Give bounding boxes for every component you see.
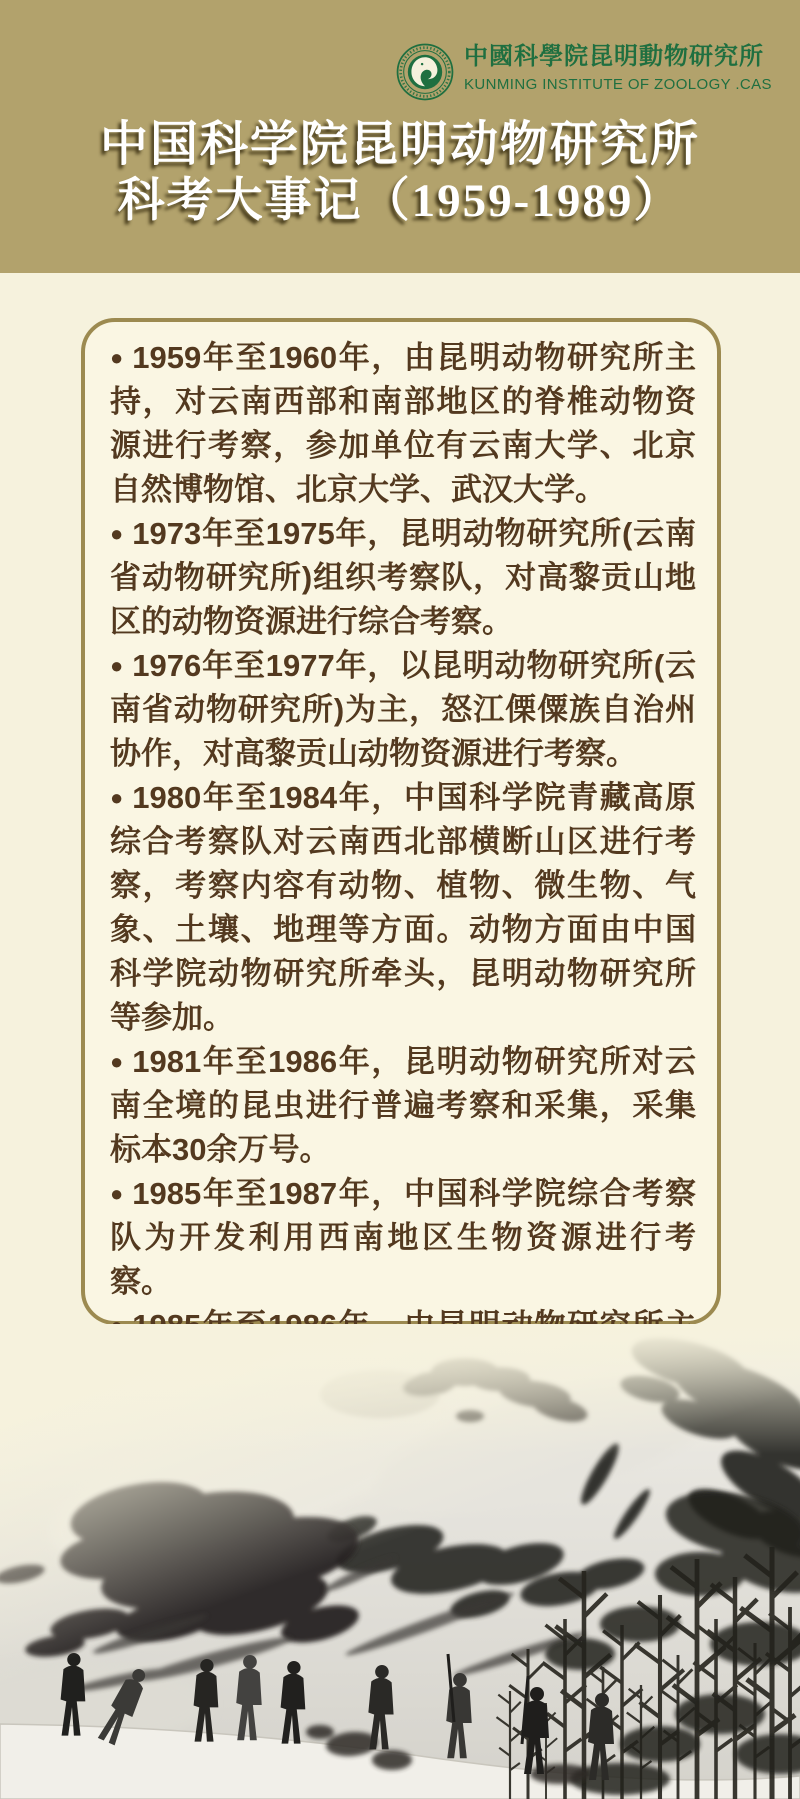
poster-title-line1: 中国科学院昆明动物研究所 <box>99 118 700 171</box>
timeline-entry-text: 1959年至1960年，由昆明动物研究所主持，对云南西部和南部地区的脊椎动物资源进行考察，参加单位有云南大学、北京自然博物馆、北京大学、武汉大学。 <box>110 340 696 507</box>
logo-text <box>464 42 772 94</box>
timeline-entry <box>110 644 696 776</box>
timeline-entry <box>110 1040 696 1172</box>
timeline-entry <box>110 776 696 1040</box>
bullet-icon: ● <box>110 1181 124 1206</box>
timeline-entry-text: 1973年至1975年，昆明动物研究所(云南省动物研究所)组织考察队，对高黎贡山地区的动物资源进行综合考察。 <box>110 516 696 639</box>
bullet-icon: ● <box>110 785 124 810</box>
expedition-photo <box>0 1324 800 1799</box>
header <box>0 0 800 273</box>
poster-title <box>0 118 800 228</box>
institute-seal-icon <box>396 43 454 101</box>
timeline-entry-text: 1980年至1984年，中国科学院青藏高原综合考察队对云南西北部横断山区进行考察，考察内容有动物、植物、微生物、气象、土壤、地理等方面。动物方面由中国科学院动物研究所牵头，昆明动物研究所等参加。 <box>110 780 696 1035</box>
expedition-photo-illustration <box>0 1324 800 1799</box>
photo-fade-top <box>0 1324 800 1454</box>
timeline-entry <box>110 512 696 644</box>
timeline-entry-text: 1985年至1987年，中国科学院综合考察队为开发利用西南地区生物资源进行考察。 <box>110 1176 696 1299</box>
bullet-icon: ● <box>110 1049 124 1074</box>
bullet-icon: ● <box>110 653 124 678</box>
bullet-icon: ● <box>110 345 124 370</box>
institute-logo <box>396 42 772 101</box>
timeline-box <box>81 318 721 1325</box>
poster-title-line2: 科考大事记（1959-1989） <box>117 175 683 227</box>
timeline-entry-text: 1981年至1986年，昆明动物研究所对云南全境的昆虫进行普遍考察和采集，采集标本30余万号。 <box>110 1044 696 1167</box>
timeline-entry <box>110 1172 696 1304</box>
timeline-entry-text: 1976年至1977年，以昆明动物研究所(云南省动物研究所)为主，怒江傈僳族自治州协作，对高黎贡山动物资源进行考察。 <box>110 648 696 771</box>
timeline-section <box>0 273 800 1324</box>
logo-chinese-calligraphy: 中國科學院昆明動物研究所 <box>464 44 764 70</box>
bullet-icon: ● <box>110 521 124 546</box>
timeline-entry <box>110 336 696 512</box>
logo-english-name: KUNMING INSTITUTE OF ZOOLOGY .CAS <box>464 76 772 93</box>
